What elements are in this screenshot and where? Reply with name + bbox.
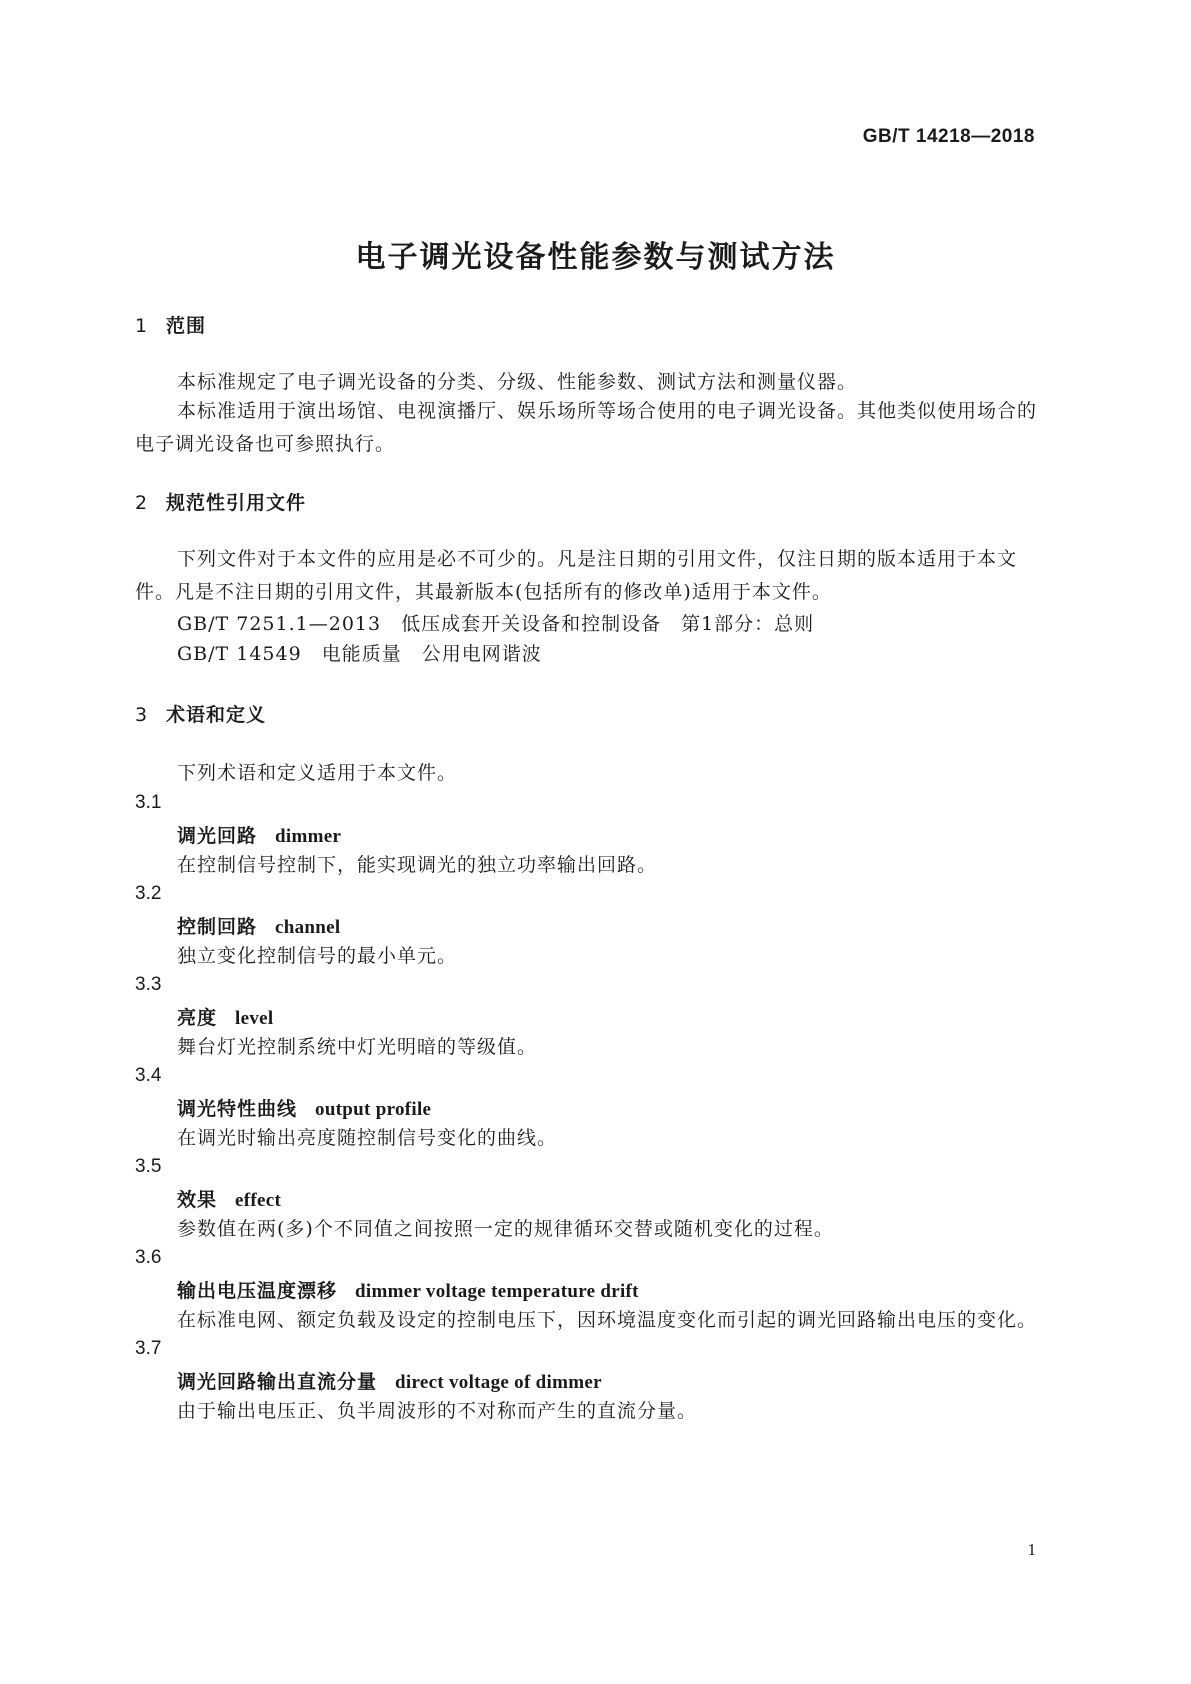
section-number: 1: [135, 315, 149, 337]
term-number: 3.2: [135, 883, 162, 904]
section-1-heading: [135, 311, 206, 338]
section-2-paragraph-1: 下列文件对于本文件的应用是必不可少的。凡是注日期的引用文件，仅注日期的版本适用于本文件。凡是不注日期的引用文件，其最新版本(包括所有的修改单)适用于本文件。: [135, 548, 1018, 603]
term-name-cn: 调光回路: [177, 825, 258, 847]
term-number: 3.4: [135, 1065, 162, 1086]
term-name: [177, 1185, 281, 1212]
term-definition: 在标准电网、额定负载及设定的控制电压下，因环境温度变化而引起的调光回路输出电压的变化。: [177, 1309, 1038, 1331]
term-name-cn: 调光特性曲线: [177, 1098, 298, 1120]
term-name-cn: 调光回路输出直流分量: [177, 1371, 378, 1393]
term-definition: 在控制信号控制下，能实现调光的独立功率输出回路。: [177, 854, 658, 876]
section-number: 2: [135, 492, 149, 514]
term-name: [177, 1003, 273, 1030]
term-name: [177, 1367, 602, 1394]
page-number: 1: [1027, 1540, 1036, 1559]
term-number: 3.1: [135, 792, 162, 813]
term-name: [177, 912, 340, 939]
section-1-paragraph-2: 本标准适用于演出场馆、电视演播厅、娱乐场所等场合使用的电子调光设备。其他类似使用场合的电子调光设备也可参照执行。: [135, 400, 1038, 455]
term-name-en: dimmer voltage temperature drift: [355, 1281, 639, 1302]
standard-code: GB/T 14218—2018: [862, 126, 1035, 147]
term-number: 3.6: [135, 1247, 162, 1268]
term-name-en: effect: [235, 1190, 282, 1211]
term-name-en: channel: [275, 917, 341, 938]
term-number: 3.3: [135, 974, 162, 995]
term-definition: 在调光时输出亮度随控制信号变化的曲线。: [177, 1127, 558, 1149]
term-name-en: level: [235, 1008, 274, 1029]
term-definition: 独立变化控制信号的最小单元。: [177, 945, 458, 967]
term-name: [177, 1276, 639, 1303]
term-definition: 参数值在两(多)个不同值之间按照一定的规律循环交替或随机变化的过程。: [177, 1218, 834, 1240]
term-name: [177, 821, 341, 848]
section-number: 3: [135, 704, 149, 726]
section-3-heading: [135, 700, 266, 727]
term-name-cn: 效果: [177, 1189, 218, 1211]
term-number: 3.5: [135, 1156, 162, 1177]
term-name-cn: 输出电压温度漂移: [177, 1280, 338, 1302]
document-title: 电子调光设备性能参数与测试方法: [355, 240, 836, 275]
section-1-paragraph-1: 本标准规定了电子调光设备的分类、分级、性能参数、测试方法和测量仪器。: [177, 371, 858, 393]
term-name-cn: 控制回路: [177, 916, 258, 938]
term-definition: 舞台灯光控制系统中灯光明暗的等级值。: [177, 1036, 538, 1058]
section-title: 规范性引用文件: [166, 492, 307, 514]
term-definition: 由于输出电压正、负半周波形的不对称而产生的直流分量。: [177, 1400, 698, 1422]
normative-reference: GB/T 7251.1—2013 低压成套开关设备和控制设备 第1部分：总则: [177, 613, 815, 635]
term-name-en: dimmer: [275, 826, 342, 847]
section-title: 术语和定义: [166, 704, 267, 726]
section-title: 范围: [166, 315, 207, 337]
section-3-intro: 下列术语和定义适用于本文件。: [177, 762, 458, 784]
section-2-heading: [135, 488, 306, 515]
term-number: 3.7: [135, 1338, 162, 1359]
term-name-en: direct voltage of dimmer: [395, 1372, 602, 1393]
term-name-cn: 亮度: [177, 1007, 218, 1029]
term-name-en: output profile: [315, 1099, 432, 1120]
normative-reference: GB/T 14549 电能质量 公用电网谐波: [177, 643, 542, 665]
term-name: [177, 1094, 431, 1121]
